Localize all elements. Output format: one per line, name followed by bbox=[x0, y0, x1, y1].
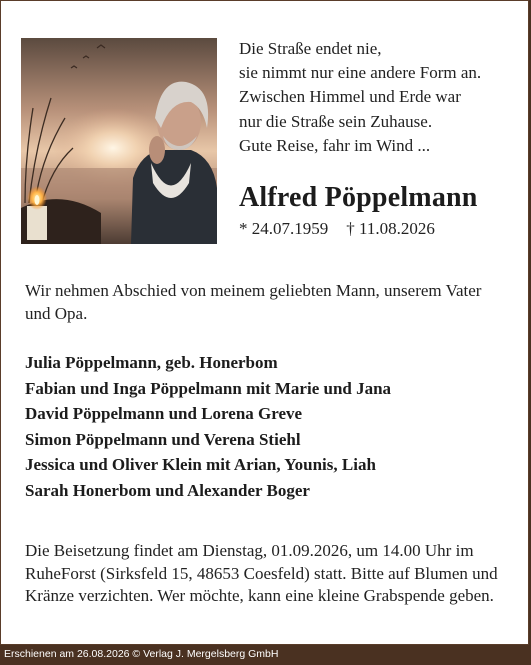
birth-date: * 24.07.1959 bbox=[239, 219, 329, 238]
poem-line: sie nimmt nur eine andere Form an. bbox=[239, 63, 482, 83]
poem-line: Gute Reise, fahr im Wind ... bbox=[239, 135, 431, 155]
family-member: Sarah Honerbom und Alexander Boger bbox=[25, 480, 310, 500]
family-member: Simon Pöppelmann und Verena Stiehl bbox=[25, 429, 301, 449]
family-list bbox=[25, 350, 391, 503]
portrait-photo-icon bbox=[21, 38, 217, 244]
family-member: David Pöppelmann und Lorena Greve bbox=[25, 404, 303, 423]
family-member: Julia Pöppelmann, geb. Honerbom bbox=[25, 353, 278, 372]
poem-line: Zwischen Himmel und Erde war bbox=[239, 87, 461, 107]
poem-line: nur die Straße sein Zuhause. bbox=[239, 111, 433, 131]
intro-text: Wir nehmen Abschied von meinem geliebten Mann, unserem Vater und Opa. bbox=[25, 281, 482, 323]
poem-line: Die Straße endet nie, bbox=[239, 39, 382, 58]
family-member: Fabian und Inga Pöppelmann mit Marie und Jana bbox=[25, 378, 392, 398]
publication-footer: Erschienen am 26.08.2026 © Verlag J. Mergelsberg GmbH bbox=[4, 648, 279, 660]
poem bbox=[239, 37, 481, 158]
funeral-notice: Die Beisetzung findet am Dienstag, 01.09.2026, um 14.00 Uhr im RuheForst (Sirksfeld 15, 48653 Coesfeld) statt. Bitte auf Blumen und Kränze verzichten. Wer möchte, kann eine kleine Grabspende geben. bbox=[25, 541, 498, 605]
death-date: † 11.08.2026 bbox=[346, 219, 435, 238]
deceased-name: Alfred Pöppelmann bbox=[239, 182, 478, 213]
life-dates bbox=[239, 219, 435, 239]
portrait-photo bbox=[21, 38, 217, 244]
family-member: Jessica und Oliver Klein mit Arian, Younis, Liah bbox=[25, 455, 376, 474]
